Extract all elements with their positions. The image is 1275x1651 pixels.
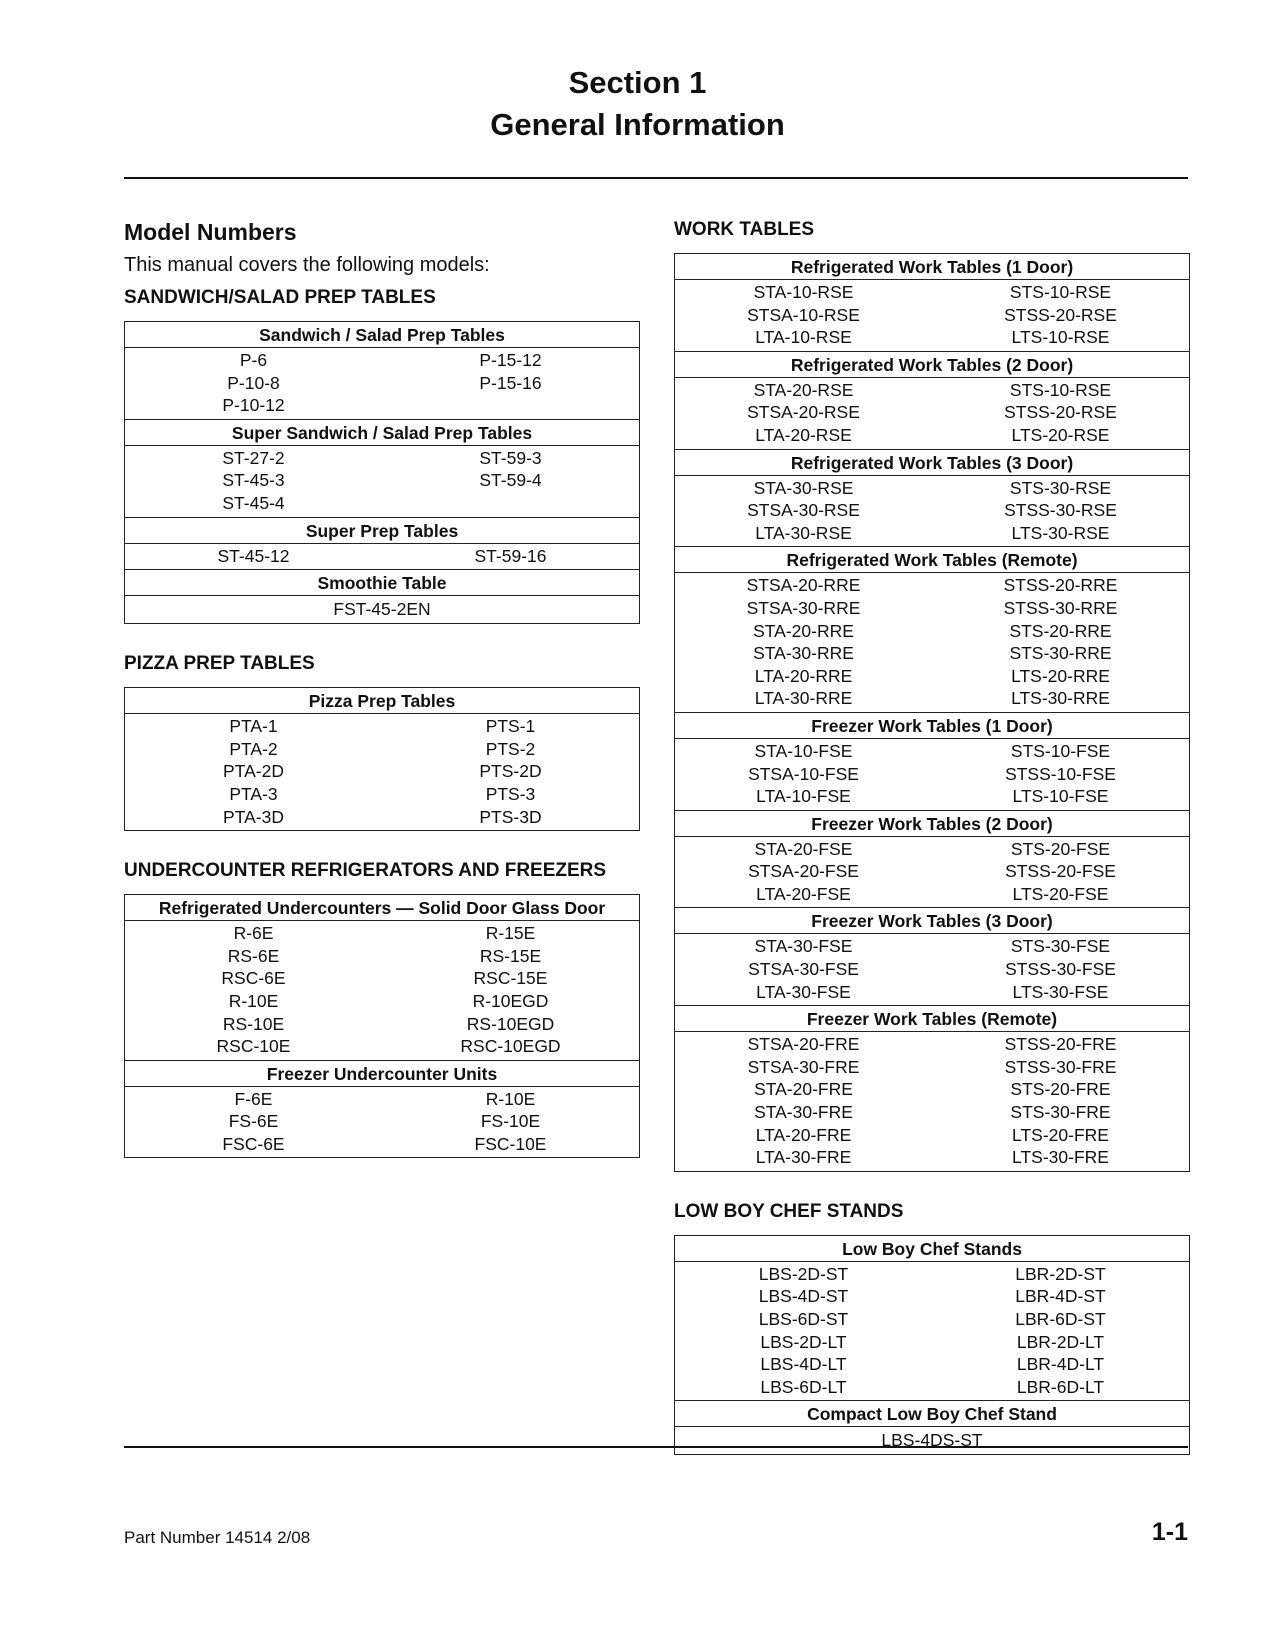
table-row (675, 1308, 1189, 1331)
section-title: LOW BOY CHEF STANDS (674, 1200, 904, 1222)
table-group-body (675, 1032, 1189, 1171)
table-group-body (675, 378, 1189, 449)
model-cell: LTS-30-RSE (1011, 522, 1110, 543)
table-row (675, 304, 1189, 327)
model-cell: STA-20-FSE (754, 838, 853, 859)
model-cell: LTA-30-RRE (754, 688, 853, 709)
model-cell (382, 492, 639, 515)
model-cell: STSA-30-RRE (746, 597, 861, 618)
table-group-header: Freezer Work Tables (3 Door) (675, 907, 1189, 934)
model-cell: RSC-6E (221, 968, 286, 989)
model-cell: STSS-20-RSE (1004, 304, 1117, 325)
model-table (674, 253, 1190, 1172)
table-row (125, 349, 639, 372)
model-table (124, 687, 640, 831)
table-group-body (675, 739, 1189, 810)
model-cell: STS-20-FSE (1010, 838, 1111, 859)
table-row (675, 1331, 1189, 1354)
model-cell: STS-20-RRE (1009, 620, 1112, 641)
table-group-body (125, 348, 639, 419)
section-number: Section 1 (568, 65, 707, 100)
model-cell: PTA-3 (229, 783, 278, 804)
model-cell: STSA-30-FSE (748, 959, 859, 980)
model-table (124, 321, 640, 624)
section-name: General Information (490, 107, 785, 142)
model-cell: R-10EGD (472, 990, 549, 1011)
table-group-body (675, 476, 1189, 547)
table-group-header: Refrigerated Undercounters — Solid Door Glass Door (125, 895, 639, 921)
table-group-body (675, 1427, 1189, 1454)
table-row (675, 597, 1189, 620)
table-group-header: Sandwich / Salad Prep Tables (125, 322, 639, 348)
table-row (125, 372, 639, 395)
table-row (675, 838, 1189, 861)
model-cell: STSS-30-FRE (1004, 1056, 1117, 1077)
table-group-header: Freezer Work Tables (Remote) (675, 1005, 1189, 1032)
table-row (675, 1285, 1189, 1308)
model-cell: LBR-2D-ST (1015, 1263, 1106, 1284)
model-cell: PTS-2 (485, 738, 536, 759)
table-row (125, 922, 639, 945)
left-sections (124, 286, 640, 1158)
model-cell: LTS-30-FSE (1012, 981, 1109, 1002)
model-cell: LTA-30-RSE (755, 522, 852, 543)
table-row (125, 1133, 639, 1156)
right-column (674, 218, 1190, 1483)
model-cell: STS-30-RRE (1009, 643, 1112, 664)
table-group-body (125, 714, 639, 830)
model-cell: LTA-20-RRE (754, 665, 853, 686)
table-group-header: Pizza Prep Tables (125, 688, 639, 714)
table-row (675, 860, 1189, 883)
model-cell: RSC-10EGD (460, 1036, 561, 1057)
table-group-header: Refrigerated Work Tables (2 Door) (675, 351, 1189, 378)
table-row (675, 1353, 1189, 1376)
model-cell: FST-45-2EN (333, 599, 431, 620)
table-row (675, 1124, 1189, 1147)
model-cell: LTA-20-FRE (755, 1124, 852, 1145)
model-cell: LTS-20-FRE (1012, 1124, 1109, 1145)
table-row (125, 783, 639, 806)
table-row (675, 687, 1189, 710)
table-row (675, 499, 1189, 522)
model-cell: LBS-4DS-ST (881, 1430, 983, 1451)
table-group-header: Compact Low Boy Chef Stand (675, 1400, 1189, 1427)
model-cell: STSA-10-RSE (747, 304, 860, 325)
model-table (124, 894, 640, 1158)
model-cell: ST-59-4 (479, 470, 542, 491)
model-cell: PTA-2 (229, 738, 278, 759)
table-row (675, 574, 1189, 597)
table-row (125, 1013, 639, 1036)
model-numbers-heading: Model Numbers (124, 219, 297, 245)
model-cell: LTA-30-FRE (755, 1147, 852, 1168)
model-cell: STSS-20-FSE (1005, 861, 1116, 882)
model-cell: LTS-20-RSE (1011, 424, 1110, 445)
table-row (675, 477, 1189, 500)
model-cell: STSS-30-FSE (1005, 959, 1116, 980)
top-divider (124, 177, 1188, 179)
model-cell: LTS-30-RRE (1011, 688, 1110, 709)
model-cell: PTA-1 (229, 716, 278, 737)
model-cell: R-10E (228, 990, 279, 1011)
table-group-body (125, 446, 639, 517)
model-cell: PTS-1 (485, 716, 536, 737)
model-cell: FSC-10E (474, 1133, 547, 1154)
model-cell: FSC-6E (222, 1133, 285, 1154)
model-cell: RS-10EGD (466, 1013, 555, 1034)
table-row (125, 945, 639, 968)
model-cell: F-6E (234, 1088, 273, 1109)
model-cell: LBR-4D-LT (1016, 1354, 1105, 1375)
model-cell: R-15E (485, 923, 536, 944)
model-cell: P-10-12 (222, 395, 285, 416)
model-cell: STS-10-RSE (1009, 379, 1112, 400)
model-cell: LBS-6D-ST (758, 1309, 849, 1329)
table-group-body (125, 921, 639, 1060)
model-cell: STSS-30-RRE (1003, 597, 1118, 618)
section-title: SANDWICH/SALAD PREP TABLES (124, 287, 436, 308)
model-cell: RS-15E (479, 945, 542, 966)
table-group-body (675, 280, 1189, 351)
model-cell: LBS-2D-ST (758, 1263, 849, 1284)
model-cell: LTS-10-FSE (1012, 786, 1109, 807)
table-row (125, 394, 639, 417)
model-cell: STS-10-RSE (1009, 282, 1112, 302)
section-title: WORK TABLES (674, 219, 815, 240)
model-cell: PTS-3D (479, 806, 542, 827)
table-row (125, 545, 639, 568)
model-cell: STS-30-FSE (1010, 936, 1111, 957)
table-group-header: Refrigerated Work Tables (1 Door) (675, 254, 1189, 280)
model-cell: P-15-12 (479, 350, 542, 370)
model-cell: LBR-6D-LT (1016, 1376, 1105, 1397)
part-number: Part Number 14514 2/08 (124, 1528, 311, 1547)
model-cell: LTS-20-RRE (1011, 665, 1110, 686)
model-cell: R-6E (233, 923, 274, 944)
model-cell: RS-6E (227, 945, 280, 966)
model-cell: R-10E (485, 1088, 536, 1109)
model-cell: P-10-8 (227, 372, 280, 393)
model-cell: STA-30-RSE (753, 477, 854, 498)
model-cell: STSS-20-RRE (1003, 575, 1118, 596)
table-row (675, 522, 1189, 545)
model-cell: RSC-15E (473, 968, 548, 989)
model-cell: STA-10-FSE (754, 740, 853, 761)
model-cell: LBS-2D-LT (760, 1331, 847, 1352)
model-cell: STSA-10-FSE (748, 763, 859, 784)
table-row (125, 760, 639, 783)
table-row (675, 379, 1189, 402)
table-row (675, 785, 1189, 808)
table-group-body (675, 1262, 1189, 1401)
model-cell: STA-30-FSE (754, 936, 853, 957)
model-cell: LBR-6D-ST (1015, 1309, 1106, 1329)
table-row (675, 1101, 1189, 1124)
table-row (675, 935, 1189, 958)
table-row (125, 967, 639, 990)
intro-text: This manual covers the following models: (124, 254, 490, 276)
table-row (125, 990, 639, 1013)
table-row (125, 806, 639, 829)
table-group-body (125, 596, 639, 623)
table-group-header: Freezer Undercounter Units (125, 1060, 639, 1087)
table-group-body (675, 573, 1189, 712)
table-group-body (675, 934, 1189, 1005)
model-cell: STSA-20-FSE (748, 861, 859, 882)
table-group-body (675, 837, 1189, 908)
model-cell: LTA-30-FSE (756, 981, 851, 1002)
model-cell: PTS-2D (479, 761, 542, 782)
model-cell: LBS-4D-ST (758, 1286, 849, 1307)
model-cell: STS-30-FRE (1010, 1102, 1111, 1123)
model-cell: LTA-20-FSE (756, 883, 851, 904)
model-cell: STA-20-RRE (753, 620, 854, 641)
table-row (675, 665, 1189, 688)
table-row (125, 447, 639, 470)
table-group-header: Freezer Work Tables (2 Door) (675, 810, 1189, 837)
model-cell: LTS-30-FRE (1012, 1147, 1109, 1168)
model-cell: LTS-20-FSE (1012, 883, 1109, 904)
table-group-header: Freezer Work Tables (1 Door) (675, 712, 1189, 739)
table-group-header: Low Boy Chef Stands (675, 1236, 1189, 1262)
model-cell: LBR-4D-ST (1015, 1286, 1106, 1307)
model-table (674, 1235, 1190, 1456)
table-row (125, 738, 639, 761)
model-cell: STS-20-FRE (1010, 1079, 1111, 1100)
table-group-header: Smoothie Table (125, 569, 639, 596)
model-cell: STA-30-FRE (754, 1102, 853, 1123)
table-row (675, 1146, 1189, 1169)
model-cell: RS-10E (222, 1013, 285, 1034)
table-row (125, 492, 639, 515)
model-cell: LTA-10-RSE (755, 327, 852, 348)
table-group-body (125, 544, 639, 570)
table-row (125, 715, 639, 738)
model-cell: STS-30-RSE (1009, 477, 1112, 498)
model-cell: PTA-2D (223, 761, 284, 782)
model-cell: FS-6E (228, 1111, 279, 1132)
table-row (675, 424, 1189, 447)
model-cell (382, 394, 639, 417)
table-group-body (125, 1087, 639, 1158)
table-row (675, 1078, 1189, 1101)
model-cell: ST-59-16 (474, 545, 547, 566)
table-row (125, 1088, 639, 1111)
section-title: UNDERCOUNTER REFRIGERATORS AND FREEZERS (124, 860, 607, 882)
table-row (675, 740, 1189, 763)
table-group-header: Refrigerated Work Tables (Remote) (675, 546, 1189, 573)
table-row (125, 1035, 639, 1058)
model-cell: STSS-30-RSE (1004, 500, 1117, 521)
model-cell: STSA-20-RRE (746, 575, 861, 596)
model-cell: FS-10E (480, 1111, 541, 1132)
model-cell: STA-20-FRE (754, 1079, 853, 1100)
model-cell: LTS-10-RSE (1011, 327, 1110, 348)
model-cell: STSA-30-FRE (747, 1056, 860, 1077)
model-cell: LBS-4D-LT (760, 1354, 847, 1375)
bottom-divider (124, 1446, 1188, 1448)
table-row (675, 1263, 1189, 1286)
table-row (675, 883, 1189, 906)
page-title (0, 62, 1275, 146)
table-group-header: Super Sandwich / Salad Prep Tables (125, 419, 639, 446)
model-cell: PTA-3D (223, 806, 284, 827)
model-cell: PTS-3 (485, 783, 536, 804)
model-cell: ST-45-4 (222, 492, 285, 513)
model-cell: STSA-20-FRE (747, 1034, 860, 1055)
table-row (675, 642, 1189, 665)
left-column (124, 218, 640, 1186)
model-cell: P-15-16 (479, 372, 542, 393)
table-group-header: Refrigerated Work Tables (3 Door) (675, 449, 1189, 476)
right-sections (674, 218, 1190, 1455)
model-cell: STSS-10-FSE (1005, 763, 1116, 784)
model-cell: ST-27-2 (222, 447, 285, 468)
model-cell: LTA-10-FSE (756, 786, 851, 807)
table-row (675, 1376, 1189, 1399)
table-row (675, 620, 1189, 643)
table-row (675, 326, 1189, 349)
table-row (125, 1110, 639, 1133)
page-number: 1-1 (1151, 1518, 1188, 1546)
model-cell: RSC-10E (216, 1036, 291, 1057)
model-cell: STA-20-RSE (753, 379, 854, 400)
table-row (125, 469, 639, 492)
table-row (675, 1033, 1189, 1056)
model-cell: STA-10-RSE (753, 282, 854, 302)
table-group-header: Super Prep Tables (125, 517, 639, 544)
table-row (675, 981, 1189, 1004)
model-cell: STA-30-RRE (753, 643, 854, 664)
model-cell: LTA-20-RSE (755, 424, 852, 445)
model-cell: STSS-20-RSE (1004, 402, 1117, 423)
model-cell: LBS-6D-LT (760, 1376, 847, 1397)
model-cell: LBR-2D-LT (1016, 1331, 1105, 1352)
table-row (675, 281, 1189, 304)
model-cell: ST-45-12 (217, 545, 290, 566)
table-row (675, 1056, 1189, 1079)
table-row (675, 401, 1189, 424)
section-title: PIZZA PREP TABLES (124, 653, 315, 675)
table-row (675, 958, 1189, 981)
model-cell: STSS-20-FRE (1004, 1034, 1117, 1055)
model-cell: P-6 (239, 350, 268, 370)
model-cell: STS-10-FSE (1010, 740, 1111, 761)
model-cell: ST-59-3 (479, 447, 542, 468)
model-cell: ST-45-3 (222, 470, 285, 491)
table-row (675, 763, 1189, 786)
model-cell: STSA-30-RSE (747, 500, 860, 521)
model-cell: STSA-20-RSE (747, 402, 860, 423)
